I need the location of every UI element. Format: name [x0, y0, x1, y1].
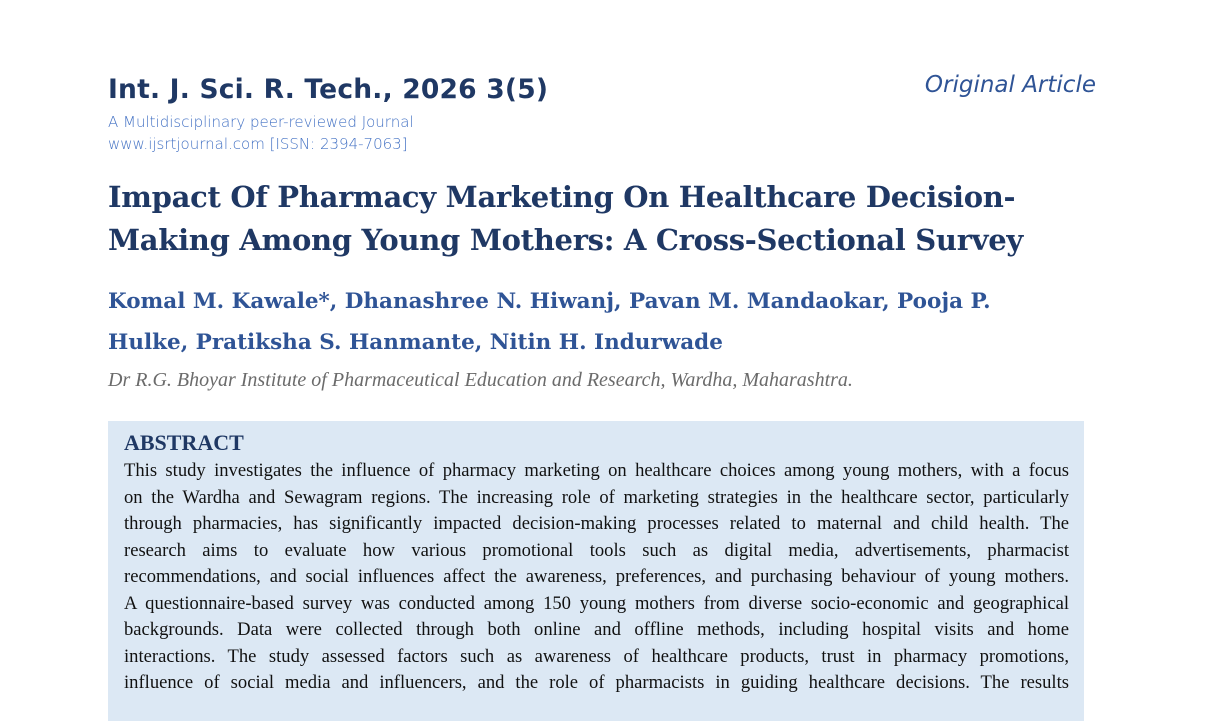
affiliation: Dr R.G. Bhoyar Institute of Pharmaceutical Education and Research, Wardha, Maharashtra. [108, 369, 853, 391]
abstract-line: backgrounds. Data were collected through both online and offline methods, including hospital visits and home [124, 619, 1069, 640]
journal-website-issn: www.ijsrtjournal.com [ISSN: 2394-7063] [108, 135, 408, 153]
abstract-line: through pharmacies, has significantly impacted decision-making processes related to maternal and child health. The [124, 513, 1069, 534]
abstract-line: A questionnaire-based survey was conducted among 150 young mothers from diverse socio-economic and geographical [124, 592, 1069, 614]
paper-title [108, 176, 1108, 262]
article-type-label: Original Article [924, 72, 1096, 98]
journal-subtitle: A Multidisciplinary peer-reviewed Journal [108, 113, 414, 131]
abstract-line: recommendations, and social influences affect the awareness, preferences, and purchasing behaviour of young mothers. [124, 566, 1069, 587]
abstract-line: on the Wardha and Sewagram regions. The increasing role of marketing strategies in the healthcare sector, particularly [124, 486, 1069, 508]
abstract-heading: ABSTRACT [124, 430, 244, 455]
abstract-line: influence of social media and influencers, and the role of pharmacists in guiding healthcare decisions. The results [124, 672, 1069, 693]
abstract-line: research aims to evaluate how various promotional tools such as digital media, advertisements, pharmacist [124, 539, 1069, 561]
author-line: Komal M. Kawale*, Dhanashree N. Hiwanj, Pavan M. Mandaokar, Pooja P. [108, 289, 991, 314]
abstract-line: This study investigates the influence of pharmacy marketing on healthcare choices among young mothers, with a focus [124, 460, 1069, 481]
paper-title-line: Impact Of Pharmacy Marketing On Healthcare Decision- [108, 180, 1016, 214]
paper-title-line: Making Among Young Mothers: A Cross-Sectional Survey [108, 223, 1023, 257]
author-line: Hulke, Pratiksha S. Hanmante, Nitin H. Indurwade [108, 330, 723, 355]
abstract-line: interactions. The study assessed factors such as awareness of healthcare products, trust in pharmacy promotions, [124, 645, 1069, 667]
abstract-body [124, 458, 1069, 697]
author-list [108, 281, 1108, 363]
journal-title: Int. J. Sci. R. Tech., 2026 3(5) [108, 74, 549, 105]
abstract-box [108, 421, 1084, 721]
